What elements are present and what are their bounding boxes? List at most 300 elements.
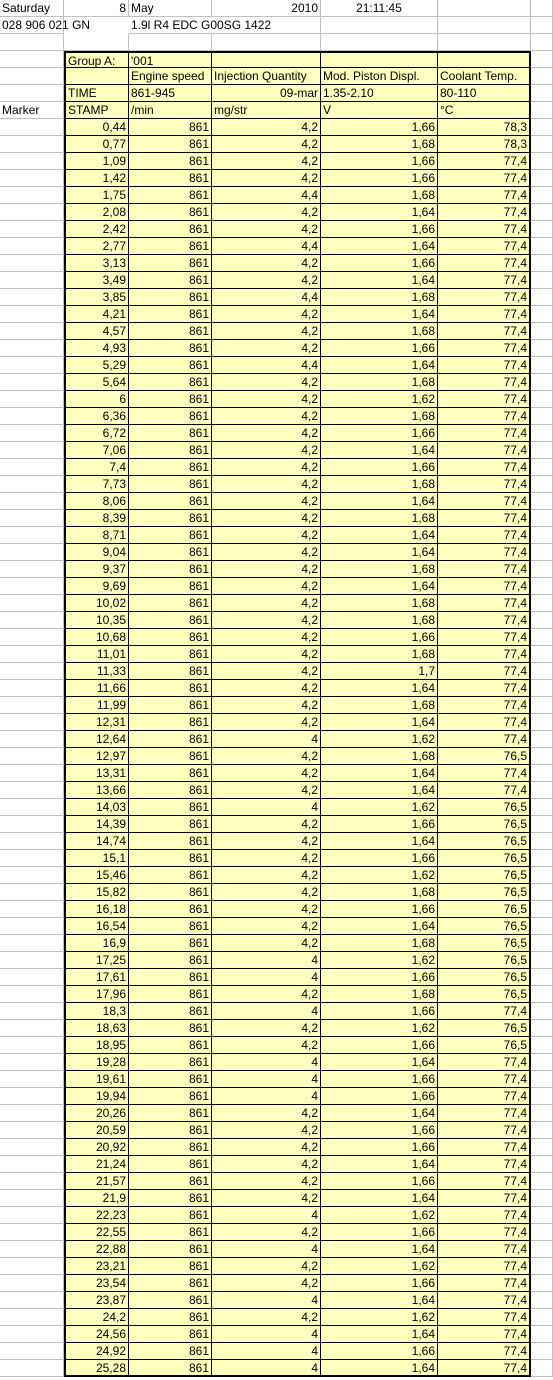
coolant-temp-cell[interactable]: 77,4 [438, 1003, 531, 1020]
engine-speed-cell[interactable]: 861 [129, 272, 212, 289]
empty-cell[interactable] [531, 323, 553, 340]
injection-quantity-cell[interactable]: 4,2 [212, 1258, 321, 1275]
injection-quantity-cell[interactable]: 4,2 [212, 850, 321, 867]
engine-speed-cell[interactable]: 861 [129, 221, 212, 238]
time-stamp-cell[interactable]: 18,3 [64, 1003, 129, 1020]
coolant-temp-cell[interactable]: 77,4 [438, 1122, 531, 1139]
coolant-temp-cell[interactable]: 76,5 [438, 748, 531, 765]
injection-quantity-cell[interactable]: 4,4 [212, 238, 321, 255]
empty-cell[interactable] [531, 119, 553, 136]
engine-speed-cell[interactable]: 861 [129, 340, 212, 357]
coolant-temp-cell[interactable]: 77,4 [438, 680, 531, 697]
marker-cell[interactable] [0, 969, 64, 986]
coolant-temp-cell[interactable]: 76,5 [438, 799, 531, 816]
engine-speed-cell[interactable]: 861 [129, 629, 212, 646]
piston-displ-cell[interactable]: 1,66 [321, 340, 438, 357]
coolant-temp-cell[interactable]: 77,4 [438, 1156, 531, 1173]
empty-cell[interactable] [531, 1207, 553, 1224]
engine-speed-cell[interactable]: 861 [129, 306, 212, 323]
injection-quantity-cell[interactable]: 4,2 [212, 714, 321, 731]
group-label-cell[interactable]: Group A: [64, 51, 129, 68]
time-stamp-cell[interactable]: 10,68 [64, 629, 129, 646]
piston-displ-cell[interactable]: 1,66 [321, 1173, 438, 1190]
time-stamp-cell[interactable]: 3,13 [64, 255, 129, 272]
piston-displ-cell[interactable]: 1,62 [321, 391, 438, 408]
engine-speed-cell[interactable]: 861 [129, 918, 212, 935]
injection-quantity-cell[interactable]: 4 [212, 1241, 321, 1258]
coolant-temp-cell[interactable]: 77,4 [438, 561, 531, 578]
empty-cell[interactable] [531, 731, 553, 748]
engine-speed-cell[interactable]: 861 [129, 255, 212, 272]
coolant-temp-cell[interactable]: 77,4 [438, 595, 531, 612]
time-stamp-cell[interactable]: 23,87 [64, 1292, 129, 1309]
time-stamp-cell[interactable]: 17,25 [64, 952, 129, 969]
column-name-piston-displ[interactable]: Mod. Piston Displ. [321, 68, 438, 85]
engine-speed-cell[interactable]: 861 [129, 850, 212, 867]
empty-cell[interactable] [531, 1020, 553, 1037]
coolant-temp-cell[interactable]: 76,5 [438, 901, 531, 918]
empty-cell[interactable] [0, 85, 64, 102]
injection-quantity-cell[interactable]: 4,2 [212, 323, 321, 340]
piston-displ-cell[interactable]: 1,64 [321, 765, 438, 782]
piston-displ-cell[interactable]: 1,68 [321, 476, 438, 493]
coolant-temp-cell[interactable]: 77,4 [438, 1173, 531, 1190]
piston-displ-cell[interactable]: 1,64 [321, 833, 438, 850]
piston-displ-cell[interactable]: 1,64 [321, 680, 438, 697]
time-stamp-cell[interactable]: 9,37 [64, 561, 129, 578]
empty-cell[interactable] [531, 408, 553, 425]
engine-speed-cell[interactable]: 861 [129, 1088, 212, 1105]
piston-displ-cell[interactable]: 1,64 [321, 1326, 438, 1343]
engine-speed-cell[interactable]: 861 [129, 935, 212, 952]
engine-speed-cell[interactable]: 861 [129, 425, 212, 442]
engine-speed-cell[interactable]: 861 [129, 952, 212, 969]
marker-cell[interactable] [0, 918, 64, 935]
time-stamp-cell[interactable]: 21,9 [64, 1190, 129, 1207]
time-stamp-cell[interactable]: 24,56 [64, 1326, 129, 1343]
injection-quantity-cell[interactable]: 4,2 [212, 1105, 321, 1122]
empty-cell[interactable] [531, 0, 553, 17]
marker-cell[interactable] [0, 1360, 64, 1377]
piston-displ-cell[interactable]: 1,64 [321, 918, 438, 935]
injection-quantity-cell[interactable]: 4,2 [212, 136, 321, 153]
injection-quantity-cell[interactable]: 4,2 [212, 833, 321, 850]
engine-speed-cell[interactable]: 861 [129, 1105, 212, 1122]
marker-cell[interactable] [0, 510, 64, 527]
coolant-temp-cell[interactable]: 76,5 [438, 1020, 531, 1037]
empty-cell[interactable] [531, 612, 553, 629]
marker-cell[interactable] [0, 884, 64, 901]
empty-cell[interactable] [531, 561, 553, 578]
marker-cell[interactable] [0, 442, 64, 459]
empty-cell[interactable] [531, 187, 553, 204]
marker-cell[interactable] [0, 425, 64, 442]
engine-speed-cell[interactable]: 861 [129, 510, 212, 527]
coolant-temp-cell[interactable]: 77,4 [438, 1292, 531, 1309]
engine-speed-cell[interactable]: 861 [129, 595, 212, 612]
empty-cell[interactable] [531, 629, 553, 646]
range-engine-speed[interactable]: 861-945 [129, 85, 212, 102]
empty-cell[interactable] [531, 493, 553, 510]
engine-speed-cell[interactable]: 861 [129, 816, 212, 833]
marker-cell[interactable] [0, 1275, 64, 1292]
coolant-temp-cell[interactable]: 77,4 [438, 646, 531, 663]
time-stamp-cell[interactable]: 19,28 [64, 1054, 129, 1071]
time-stamp-cell[interactable]: 20,59 [64, 1122, 129, 1139]
coolant-temp-cell[interactable]: 76,5 [438, 884, 531, 901]
empty-cell[interactable] [531, 1241, 553, 1258]
piston-displ-cell[interactable]: 1,66 [321, 221, 438, 238]
empty-cell[interactable] [0, 51, 64, 68]
coolant-temp-cell[interactable]: 77,4 [438, 578, 531, 595]
empty-cell[interactable] [531, 391, 553, 408]
piston-displ-cell[interactable]: 1,66 [321, 459, 438, 476]
piston-displ-cell[interactable]: 1,68 [321, 935, 438, 952]
marker-cell[interactable] [0, 1258, 64, 1275]
time-stamp-cell[interactable]: 2,77 [64, 238, 129, 255]
engine-speed-cell[interactable]: 861 [129, 153, 212, 170]
coolant-temp-cell[interactable]: 77,4 [438, 510, 531, 527]
coolant-temp-cell[interactable]: 77,4 [438, 1139, 531, 1156]
time-stamp-cell[interactable]: 11,01 [64, 646, 129, 663]
engine-speed-cell[interactable]: 861 [129, 170, 212, 187]
year-cell[interactable]: 2010 [212, 0, 321, 17]
coolant-temp-cell[interactable]: 77,4 [438, 289, 531, 306]
coolant-temp-cell[interactable]: 77,4 [438, 1071, 531, 1088]
injection-quantity-cell[interactable]: 4,2 [212, 680, 321, 697]
engine-speed-cell[interactable]: 861 [129, 646, 212, 663]
column-name-coolant-temp[interactable]: Coolant Temp. [438, 68, 531, 85]
empty-cell[interactable] [531, 425, 553, 442]
marker-cell[interactable] [0, 255, 64, 272]
coolant-temp-cell[interactable]: 77,4 [438, 527, 531, 544]
engine-speed-cell[interactable]: 861 [129, 680, 212, 697]
coolant-temp-cell[interactable]: 77,4 [438, 1343, 531, 1360]
time-stamp-cell[interactable]: 14,03 [64, 799, 129, 816]
part-number-cell[interactable]: 028 906 021 GN [2, 18, 91, 32]
engine-speed-cell[interactable]: 861 [129, 187, 212, 204]
engine-speed-cell[interactable]: 861 [129, 493, 212, 510]
marker-cell[interactable] [0, 935, 64, 952]
piston-displ-cell[interactable]: 1,62 [321, 731, 438, 748]
time-stamp-cell[interactable]: 12,31 [64, 714, 129, 731]
empty-cell[interactable] [438, 17, 531, 34]
marker-cell[interactable] [0, 952, 64, 969]
marker-cell[interactable] [0, 1139, 64, 1156]
empty-cell[interactable] [531, 935, 553, 952]
empty-cell[interactable] [64, 34, 129, 51]
marker-cell[interactable] [0, 357, 64, 374]
coolant-temp-cell[interactable]: 77,4 [438, 1105, 531, 1122]
marker-label-cell[interactable]: Marker [0, 102, 64, 119]
empty-cell[interactable] [531, 680, 553, 697]
marker-cell[interactable] [0, 816, 64, 833]
piston-displ-cell[interactable]: 1,66 [321, 1224, 438, 1241]
piston-displ-cell[interactable]: 1,68 [321, 646, 438, 663]
time-stamp-cell[interactable]: 19,61 [64, 1071, 129, 1088]
time-stamp-cell[interactable]: 6,72 [64, 425, 129, 442]
marker-cell[interactable] [0, 1343, 64, 1360]
injection-quantity-cell[interactable]: 4 [212, 1003, 321, 1020]
injection-quantity-cell[interactable]: 4 [212, 952, 321, 969]
marker-cell[interactable] [0, 1292, 64, 1309]
engine-speed-cell[interactable]: 861 [129, 867, 212, 884]
coolant-temp-cell[interactable]: 77,4 [438, 391, 531, 408]
marker-cell[interactable] [0, 1020, 64, 1037]
time-stamp-cell[interactable]: 16,54 [64, 918, 129, 935]
piston-displ-cell[interactable]: 1,62 [321, 1258, 438, 1275]
time-stamp-cell[interactable]: 8,06 [64, 493, 129, 510]
injection-quantity-cell[interactable]: 4,2 [212, 119, 321, 136]
piston-displ-cell[interactable]: 1,66 [321, 255, 438, 272]
engine-speed-cell[interactable]: 861 [129, 748, 212, 765]
empty-cell[interactable] [531, 527, 553, 544]
coolant-temp-cell[interactable]: 76,5 [438, 952, 531, 969]
piston-displ-cell[interactable]: 1,68 [321, 595, 438, 612]
injection-quantity-cell[interactable]: 4,2 [212, 646, 321, 663]
engine-speed-cell[interactable]: 861 [129, 1071, 212, 1088]
empty-cell[interactable] [129, 34, 212, 51]
injection-quantity-cell[interactable]: 4,2 [212, 884, 321, 901]
marker-cell[interactable] [0, 1088, 64, 1105]
marker-cell[interactable] [0, 340, 64, 357]
injection-quantity-cell[interactable]: 4,2 [212, 408, 321, 425]
unit-coolant-temp[interactable]: °C [438, 102, 531, 119]
coolant-temp-cell[interactable]: 77,4 [438, 170, 531, 187]
injection-quantity-cell[interactable]: 4,2 [212, 204, 321, 221]
time-stamp-cell[interactable]: 21,57 [64, 1173, 129, 1190]
time-stamp-cell[interactable]: 16,18 [64, 901, 129, 918]
time-cell[interactable]: 21:11:45 [321, 0, 438, 17]
marker-cell[interactable] [0, 1037, 64, 1054]
injection-quantity-cell[interactable]: 4,2 [212, 442, 321, 459]
time-stamp-cell[interactable]: 5,64 [64, 374, 129, 391]
marker-cell[interactable] [0, 153, 64, 170]
coolant-temp-cell[interactable]: 77,4 [438, 442, 531, 459]
engine-speed-cell[interactable]: 861 [129, 901, 212, 918]
piston-displ-cell[interactable]: 1,64 [321, 238, 438, 255]
coolant-temp-cell[interactable]: 76,5 [438, 850, 531, 867]
marker-cell[interactable] [0, 1224, 64, 1241]
engine-speed-cell[interactable]: 861 [129, 1360, 212, 1377]
engine-speed-cell[interactable]: 861 [129, 1309, 212, 1326]
piston-displ-cell[interactable]: 1,68 [321, 323, 438, 340]
marker-cell[interactable] [0, 850, 64, 867]
empty-cell[interactable] [531, 221, 553, 238]
time-stamp-cell[interactable]: 22,55 [64, 1224, 129, 1241]
empty-cell[interactable] [531, 544, 553, 561]
marker-cell[interactable] [0, 289, 64, 306]
empty-cell[interactable] [531, 969, 553, 986]
empty-cell[interactable] [531, 816, 553, 833]
time-stamp-cell[interactable]: 7,06 [64, 442, 129, 459]
time-stamp-cell[interactable]: 4,57 [64, 323, 129, 340]
piston-displ-cell[interactable]: 1,7 [321, 663, 438, 680]
empty-cell[interactable] [531, 1309, 553, 1326]
time-stamp-cell[interactable]: 12,64 [64, 731, 129, 748]
range-piston-displ[interactable]: 1.35-2.10 [321, 85, 438, 102]
piston-displ-cell[interactable]: 1,66 [321, 969, 438, 986]
injection-quantity-cell[interactable]: 4,2 [212, 340, 321, 357]
time-stamp-cell[interactable]: 15,46 [64, 867, 129, 884]
engine-speed-cell[interactable]: 861 [129, 408, 212, 425]
engine-speed-cell[interactable]: 861 [129, 969, 212, 986]
injection-quantity-cell[interactable]: 4 [212, 1207, 321, 1224]
injection-quantity-cell[interactable]: 4 [212, 1343, 321, 1360]
piston-displ-cell[interactable]: 1,66 [321, 1122, 438, 1139]
marker-cell[interactable] [0, 1156, 64, 1173]
time-stamp-cell[interactable]: 17,61 [64, 969, 129, 986]
marker-cell[interactable] [0, 714, 64, 731]
piston-displ-cell[interactable]: 1,68 [321, 561, 438, 578]
date-num-cell[interactable]: 8 [64, 0, 129, 17]
injection-quantity-cell[interactable]: 4 [212, 1088, 321, 1105]
time-stamp-cell[interactable]: 18,63 [64, 1020, 129, 1037]
range-coolant-temp[interactable]: 80-110 [438, 85, 531, 102]
injection-quantity-cell[interactable]: 4,2 [212, 901, 321, 918]
injection-quantity-cell[interactable]: 4,2 [212, 1122, 321, 1139]
injection-quantity-cell[interactable]: 4 [212, 1071, 321, 1088]
coolant-temp-cell[interactable]: 78,3 [438, 136, 531, 153]
time-stamp-cell[interactable]: 18,95 [64, 1037, 129, 1054]
piston-displ-cell[interactable]: 1,68 [321, 289, 438, 306]
empty-cell[interactable] [531, 952, 553, 969]
injection-quantity-cell[interactable]: 4,4 [212, 357, 321, 374]
coolant-temp-cell[interactable]: 77,4 [438, 1241, 531, 1258]
day-cell[interactable]: Saturday [0, 0, 64, 17]
marker-cell[interactable] [0, 1190, 64, 1207]
piston-displ-cell[interactable]: 1,68 [321, 510, 438, 527]
marker-cell[interactable] [0, 1054, 64, 1071]
engine-speed-cell[interactable]: 861 [129, 697, 212, 714]
injection-quantity-cell[interactable]: 4,2 [212, 544, 321, 561]
empty-cell[interactable] [0, 34, 64, 51]
piston-displ-cell[interactable]: 1,64 [321, 357, 438, 374]
coolant-temp-cell[interactable]: 77,4 [438, 1088, 531, 1105]
injection-quantity-cell[interactable]: 4,2 [212, 1190, 321, 1207]
marker-cell[interactable] [0, 561, 64, 578]
piston-displ-cell[interactable]: 1,62 [321, 1207, 438, 1224]
time-stamp-cell[interactable]: 8,71 [64, 527, 129, 544]
empty-cell[interactable] [212, 34, 321, 51]
piston-displ-cell[interactable]: 1,64 [321, 1292, 438, 1309]
injection-quantity-cell[interactable]: 4,2 [212, 374, 321, 391]
injection-quantity-cell[interactable]: 4,2 [212, 595, 321, 612]
piston-displ-cell[interactable]: 1,64 [321, 714, 438, 731]
time-stamp-cell[interactable]: 14,74 [64, 833, 129, 850]
engine-speed-cell[interactable]: 861 [129, 1122, 212, 1139]
piston-displ-cell[interactable]: 1,62 [321, 1309, 438, 1326]
injection-quantity-cell[interactable]: 4,2 [212, 170, 321, 187]
marker-cell[interactable] [0, 731, 64, 748]
coolant-temp-cell[interactable]: 77,4 [438, 221, 531, 238]
coolant-temp-cell[interactable]: 77,4 [438, 1309, 531, 1326]
empty-cell[interactable] [212, 51, 321, 68]
engine-speed-cell[interactable]: 861 [129, 1224, 212, 1241]
empty-cell[interactable] [531, 1275, 553, 1292]
engine-speed-cell[interactable]: 861 [129, 391, 212, 408]
empty-cell[interactable] [531, 1343, 553, 1360]
piston-displ-cell[interactable]: 1,68 [321, 884, 438, 901]
piston-displ-cell[interactable]: 1,64 [321, 1105, 438, 1122]
unit-engine-speed[interactable]: /min [129, 102, 212, 119]
empty-cell[interactable] [321, 34, 438, 51]
coolant-temp-cell[interactable]: 77,4 [438, 374, 531, 391]
engine-speed-cell[interactable]: 861 [129, 1207, 212, 1224]
time-stamp-cell[interactable]: 20,92 [64, 1139, 129, 1156]
injection-quantity-cell[interactable]: 4,2 [212, 935, 321, 952]
piston-displ-cell[interactable]: 1,64 [321, 1241, 438, 1258]
injection-quantity-cell[interactable]: 4,4 [212, 289, 321, 306]
piston-displ-cell[interactable]: 1,68 [321, 408, 438, 425]
injection-quantity-cell[interactable]: 4,2 [212, 510, 321, 527]
coolant-temp-cell[interactable]: 77,4 [438, 238, 531, 255]
piston-displ-cell[interactable]: 1,66 [321, 1275, 438, 1292]
coolant-temp-cell[interactable]: 77,4 [438, 323, 531, 340]
marker-cell[interactable] [0, 867, 64, 884]
group-value-cell[interactable]: '001 [129, 51, 212, 68]
empty-cell[interactable] [531, 1258, 553, 1275]
empty-cell[interactable] [531, 85, 553, 102]
empty-cell[interactable] [531, 1224, 553, 1241]
marker-cell[interactable] [0, 1173, 64, 1190]
engine-speed-cell[interactable]: 861 [129, 1292, 212, 1309]
empty-cell[interactable] [531, 136, 553, 153]
time-stamp-cell[interactable]: 17,96 [64, 986, 129, 1003]
empty-cell[interactable] [531, 714, 553, 731]
piston-displ-cell[interactable]: 1,64 [321, 442, 438, 459]
piston-displ-cell[interactable]: 1,68 [321, 612, 438, 629]
empty-cell[interactable] [531, 374, 553, 391]
engine-speed-cell[interactable]: 861 [129, 357, 212, 374]
coolant-temp-cell[interactable]: 77,4 [438, 1258, 531, 1275]
piston-displ-cell[interactable]: 1,64 [321, 1360, 438, 1377]
time-stamp-cell[interactable]: 9,69 [64, 578, 129, 595]
marker-cell[interactable] [0, 646, 64, 663]
coolant-temp-cell[interactable]: 77,4 [438, 1054, 531, 1071]
engine-speed-cell[interactable]: 861 [129, 782, 212, 799]
coolant-temp-cell[interactable]: 77,4 [438, 306, 531, 323]
time-stamp-cell[interactable]: 8,39 [64, 510, 129, 527]
engine-speed-cell[interactable]: 861 [129, 1258, 212, 1275]
marker-cell[interactable] [0, 1326, 64, 1343]
injection-quantity-cell[interactable]: 4,2 [212, 1020, 321, 1037]
time-stamp-cell[interactable]: 11,99 [64, 697, 129, 714]
empty-cell[interactable] [531, 238, 553, 255]
empty-cell[interactable] [531, 901, 553, 918]
time-stamp-cell[interactable]: 6 [64, 391, 129, 408]
piston-displ-cell[interactable]: 1,66 [321, 119, 438, 136]
time-stamp-cell[interactable]: 19,94 [64, 1088, 129, 1105]
injection-quantity-cell[interactable]: 4,2 [212, 1037, 321, 1054]
coolant-temp-cell[interactable]: 77,4 [438, 612, 531, 629]
time-stamp-cell[interactable]: 6,36 [64, 408, 129, 425]
time-stamp-cell[interactable]: 4,93 [64, 340, 129, 357]
time-stamp-cell[interactable]: 11,33 [64, 663, 129, 680]
time-stamp-cell[interactable]: 22,23 [64, 1207, 129, 1224]
marker-cell[interactable] [0, 476, 64, 493]
time-stamp-cell[interactable]: 3,49 [64, 272, 129, 289]
injection-quantity-cell[interactable]: 4,2 [212, 561, 321, 578]
time-stamp-cell[interactable]: 1,75 [64, 187, 129, 204]
time-header-cell[interactable]: TIME [64, 85, 129, 102]
injection-quantity-cell[interactable]: 4 [212, 1326, 321, 1343]
empty-cell[interactable] [64, 68, 129, 85]
marker-cell[interactable] [0, 391, 64, 408]
empty-cell[interactable] [531, 1292, 553, 1309]
empty-cell[interactable] [531, 1173, 553, 1190]
piston-displ-cell[interactable]: 1,64 [321, 1054, 438, 1071]
